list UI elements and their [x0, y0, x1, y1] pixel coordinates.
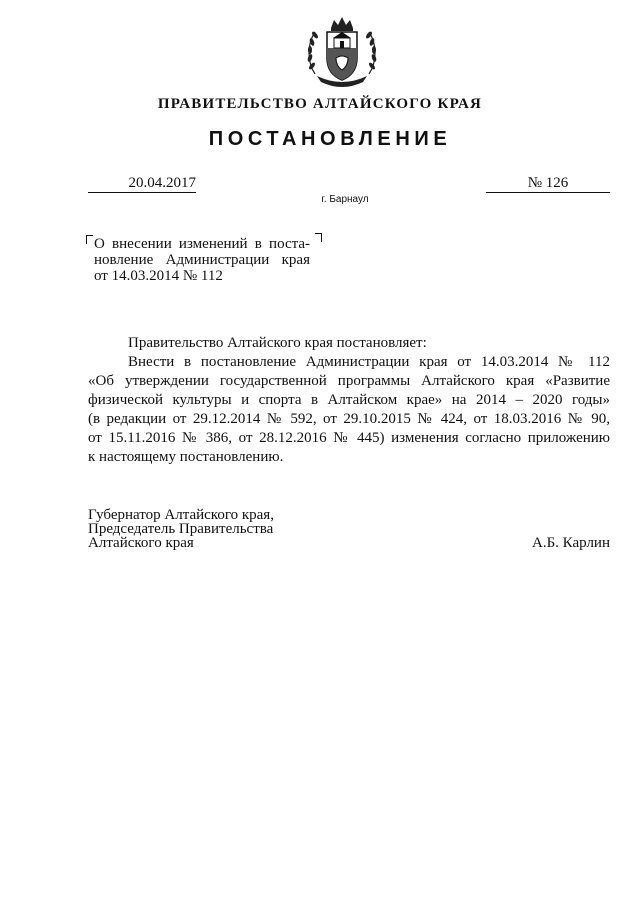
resolution-line: к настоящему постановлению.	[88, 449, 284, 465]
signatory-title-line: Алтайского края	[88, 535, 194, 551]
signature-block	[88, 508, 610, 550]
signatory-title-line: Председатель Правительства	[88, 521, 274, 537]
subject-corner-mark-right	[315, 233, 322, 242]
document-type-heading: ПОСТАНОВЛЕНИЕ	[208, 128, 452, 150]
signatory-name: А.Б. Карлин	[531, 535, 610, 551]
subject-line: новление Администрации края	[94, 252, 310, 268]
resolution-line: физической культуры и спорта в Алтайском крае» на 2014 – 2020 годы»	[88, 392, 610, 408]
signatory-title-line: Губернатор Алтайского края,	[88, 507, 274, 523]
city-label: г. Барнаул	[321, 194, 369, 205]
resolution-line: (в редакции от 29.12.2014 № 592, от 29.10.2015 № 424, от 18.03.2016 № 90,	[88, 411, 610, 427]
resolution-body	[88, 334, 610, 467]
resolution-intro: Правительство Алтайского края постановляет:	[128, 335, 427, 351]
resolution-line: от 15.11.2016 № 386, от 28.12.2016 № 445) изменения согласно приложению	[88, 430, 610, 446]
resolution-line: Внести в постановление Администрации края от 14.03.2014 № 112	[128, 354, 610, 370]
government-title: ПРАВИТЕЛЬСТВО АЛТАЙСКОГО КРАЯ	[157, 96, 483, 112]
subject-corner-mark-left	[86, 235, 93, 244]
emblem-icon	[303, 14, 381, 96]
subject-line: О внесении изменений в поста-	[94, 236, 310, 252]
subject-block	[94, 236, 310, 284]
document-date: 20.04.2017	[88, 174, 196, 193]
coat-of-arms-emblem	[303, 14, 381, 96]
resolution-line: «Об утверждении государственной программы Алтайского края «Развитие	[88, 373, 610, 389]
subject-line: от 14.03.2014 № 112	[94, 268, 223, 284]
document-number: № 126	[486, 174, 610, 193]
